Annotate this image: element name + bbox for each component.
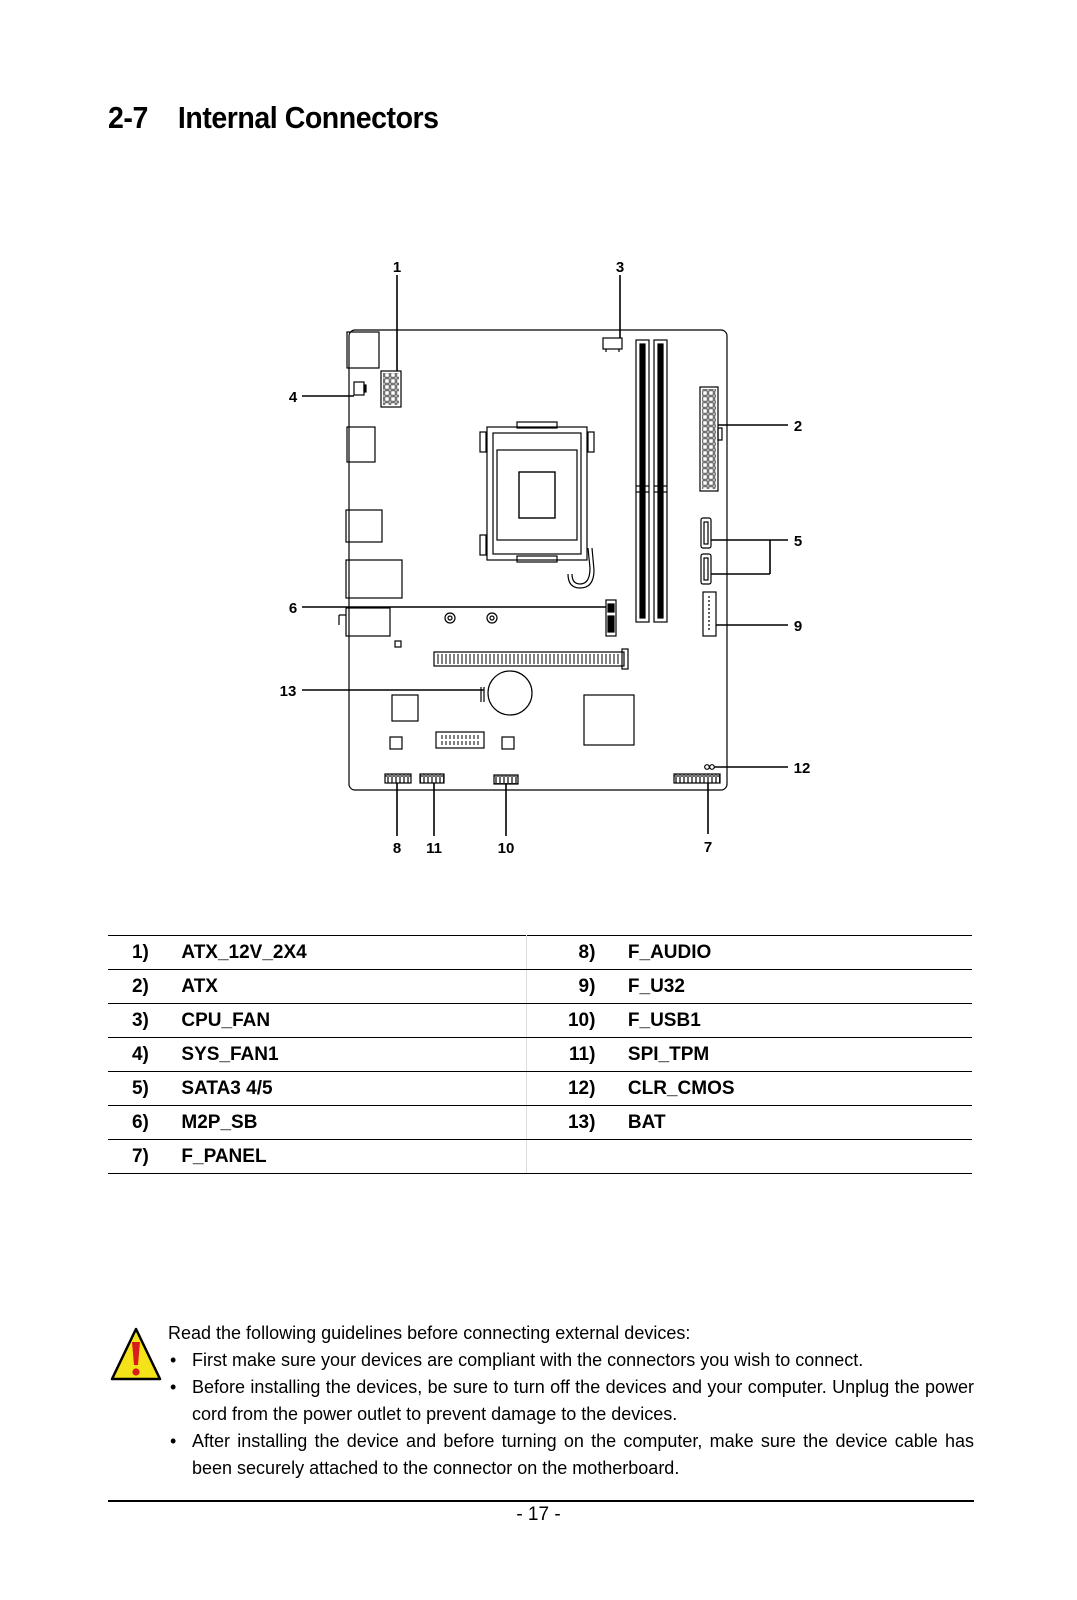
connector-num: 1) [108, 936, 149, 970]
connector-num: 7) [108, 1140, 149, 1174]
callout-7: 7 [703, 839, 713, 856]
header-f-usb1 [494, 775, 518, 784]
connector-num: 6) [108, 1106, 149, 1140]
callout-4: 4 [288, 389, 298, 406]
callout-3: 3 [615, 259, 625, 276]
callout-2: 2 [793, 418, 803, 435]
table-row [108, 970, 972, 1004]
connector-name: ATX_12V_2X4 [181, 936, 526, 970]
connector-name: F_AUDIO [628, 936, 972, 970]
header-f-audio [385, 774, 411, 783]
small-component [395, 641, 401, 647]
warning-notice [108, 1320, 974, 1482]
connector-atx [700, 387, 722, 491]
connector-sys-fan1 [354, 382, 366, 395]
section-number: 2-7 [108, 100, 148, 135]
cpu-socket [480, 422, 594, 588]
connector-num: 10) [527, 1004, 596, 1038]
chip-3 [502, 737, 514, 749]
connector-num: 12) [527, 1072, 596, 1106]
footer-rule [108, 1500, 974, 1502]
section-title: Internal Connectors [177, 100, 439, 135]
battery-bat [481, 671, 532, 715]
callout-11: 11 [426, 840, 442, 857]
header-f-panel [674, 774, 720, 783]
dimm-slots [636, 340, 667, 622]
callout-10: 10 [497, 840, 515, 857]
connector-num: 8) [527, 936, 596, 970]
callout-8: 8 [392, 840, 402, 857]
connector-m2p-sb [606, 600, 616, 636]
connector-num: 9) [527, 970, 596, 1004]
callout-5: 5 [793, 533, 803, 550]
connector-name: F_USB1 [628, 1004, 972, 1038]
pcie-x16-slot [434, 649, 628, 669]
chip-2 [390, 737, 402, 749]
connector-legend-table [108, 935, 972, 1174]
connector-name: SATA3 4/5 [181, 1072, 526, 1106]
table-row [108, 936, 972, 970]
warning-triangle-icon [110, 1326, 162, 1382]
connector-name: M2P_SB [181, 1106, 526, 1140]
callout-9: 9 [793, 618, 803, 635]
connector-name: CPU_FAN [181, 1004, 526, 1038]
callout-12: 12 [793, 760, 811, 777]
table-row [108, 1072, 972, 1106]
chipset [584, 695, 634, 745]
connector-sata3 [701, 518, 711, 584]
connector-name: ATX [181, 970, 526, 1004]
jumper-clr-cmos [705, 765, 715, 770]
connector-num: 11) [527, 1038, 596, 1072]
connector-name: F_PANEL [181, 1140, 526, 1174]
list-item: • After installing the device and before turning on the computer, make sure the device cable has been securely attached to the connector on the motherboard. [192, 1428, 974, 1482]
callout-1: 1 [392, 259, 402, 276]
table-row [108, 1038, 972, 1072]
chip-1 [392, 695, 418, 721]
list-item: • Before installing the devices, be sure to turn off the devices and your computer. Unplug the power cord from the power outlet to prevent damage to the devices. [192, 1374, 974, 1428]
connector-num: 3) [108, 1004, 149, 1038]
page-number: - 17 - [516, 1504, 561, 1525]
connector-name: SYS_FAN1 [181, 1038, 526, 1072]
connector-cpu-fan [603, 338, 622, 352]
notice-list [108, 1347, 974, 1482]
m2-standoffs [445, 613, 497, 623]
connector-atx-12v-2x4 [381, 371, 401, 407]
connector-f-u32 [703, 592, 716, 636]
callout-13: 13 [279, 683, 297, 700]
table-row [108, 1004, 972, 1038]
header-spi-tpm [420, 774, 444, 783]
table-row [108, 1140, 972, 1174]
pcie-x1-slot [436, 732, 484, 748]
connector-name: BAT [628, 1106, 972, 1140]
connector-num: 2) [108, 970, 149, 1004]
connector-name: F_U32 [628, 970, 972, 1004]
connector-num: 13) [527, 1106, 596, 1140]
connector-num: 4) [108, 1038, 149, 1072]
list-item: • First make sure your devices are compliant with the connectors you wish to connect. [192, 1347, 974, 1374]
connector-name: CLR_CMOS [628, 1072, 972, 1106]
callout-6: 6 [288, 600, 298, 617]
connector-name: SPI_TPM [628, 1038, 972, 1072]
notice-intro: Read the following guidelines before connecting external devices: [168, 1323, 691, 1343]
connector-num: 5) [108, 1072, 149, 1106]
table-row [108, 1106, 972, 1140]
